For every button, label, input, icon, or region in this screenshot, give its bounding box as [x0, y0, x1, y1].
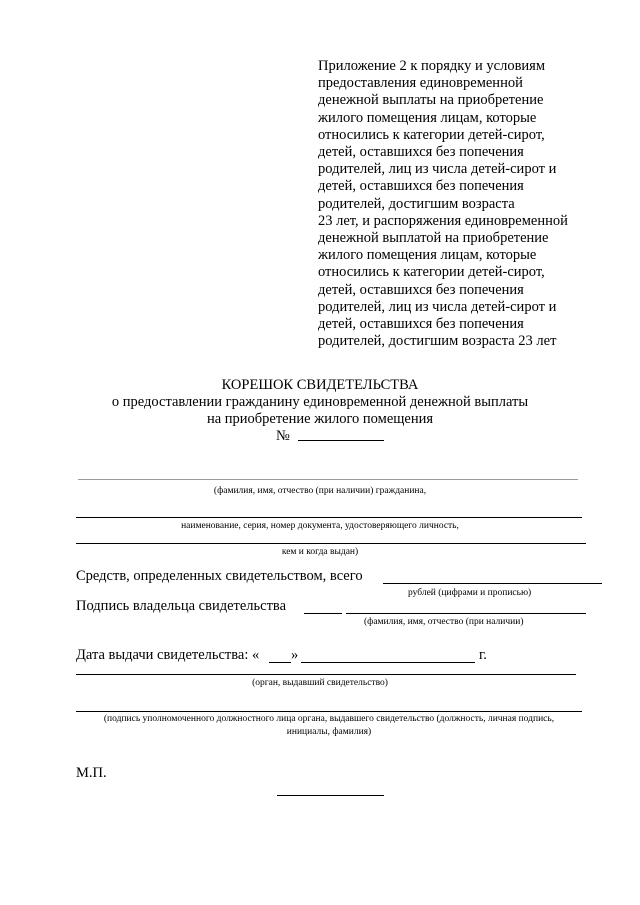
identity-document-field[interactable] — [76, 517, 582, 518]
owner-name-caption: (фамилия, имя, отчество (при наличии) — [364, 617, 524, 627]
appendix-line: родителей, лиц из числа детей-сирот и — [318, 161, 557, 178]
funds-amount-field[interactable] — [383, 583, 602, 584]
issued-by-caption: кем и когда выдан) — [281, 547, 359, 557]
identity-document-caption: наименование, серия, номер документа, удостоверяющего личность, — [181, 521, 459, 531]
appendix-line: денежной выплаты на приобретение — [318, 92, 544, 109]
appendix-line: детей, оставшихся без попечения — [318, 281, 524, 298]
stamp-placeholder: М.П. — [76, 765, 107, 781]
appendix-line: детей, оставшихся без попечения — [318, 144, 524, 161]
appendix-line: относились к категории детей-сирот, — [318, 264, 545, 281]
official-signature-caption: (подпись уполномоченного должностного лица органа, выдавшего свидетельство (должность, личная подпись, инициалы, фамилия) — [103, 714, 555, 737]
appendix-line: родителей, лиц из числа детей-сирот и — [318, 298, 557, 315]
appendix-reference — [318, 58, 618, 350]
issuing-body-field[interactable] — [76, 674, 576, 675]
number-field[interactable] — [298, 440, 384, 441]
issue-month-field[interactable] — [301, 662, 475, 663]
issued-by-field[interactable] — [76, 543, 586, 544]
appendix-line: Приложение 2 к порядку и условиям — [318, 58, 546, 74]
year-suffix: г. — [479, 647, 487, 663]
issue-date-close-quote: » — [291, 647, 299, 663]
official-signature-field[interactable] — [76, 711, 582, 712]
appendix-line: родителей, достигшим возраста — [318, 195, 515, 212]
appendix-line: 23 лет, и распоряжения единовременной — [318, 212, 568, 229]
rubles-caption: рублей (цифрами и прописью) — [408, 588, 532, 598]
appendix-line: родителей, достигшим возраста 23 лет — [318, 333, 557, 350]
document-subtitle: о предоставлении гражданину единовременной денежной выплаты — [111, 394, 529, 411]
appendix-line: жилого помещения лицам, которые — [318, 109, 537, 126]
number-sign: № — [276, 428, 290, 444]
citizen-name-caption: (фамилия, имя, отчество (при наличии) гражданина, — [213, 486, 427, 496]
funds-label: Средств, определенных свидетельством, всего — [76, 568, 363, 584]
issue-date-label: Дата выдачи свидетельства: « — [76, 647, 260, 663]
document-title: КОРЕШОК СВИДЕТЕЛЬСТВА — [221, 377, 419, 393]
stamp-signature-field[interactable] — [277, 795, 384, 796]
issuing-body-caption: (орган, выдавший свидетельство) — [252, 678, 388, 688]
owner-signature-field[interactable] — [304, 613, 342, 614]
citizen-name-field[interactable] — [78, 479, 578, 480]
appendix-line: детей, оставшихся без попечения — [318, 178, 524, 195]
appendix-line: относились к категории детей-сирот, — [318, 126, 545, 143]
owner-signature-label: Подпись владельца свидетельства — [76, 598, 287, 614]
document-subtitle: на приобретение жилого помещения — [206, 411, 434, 428]
appendix-line: предоставления единовременной — [318, 75, 523, 92]
appendix-line: жилого помещения лицам, которые — [318, 247, 537, 264]
appendix-line: детей, оставшихся без попечения — [318, 316, 524, 333]
owner-name-field[interactable] — [346, 613, 586, 614]
appendix-line: денежной выплатой на приобретение — [318, 230, 549, 247]
document-title-block — [0, 377, 640, 429]
issue-day-field[interactable] — [269, 662, 291, 663]
